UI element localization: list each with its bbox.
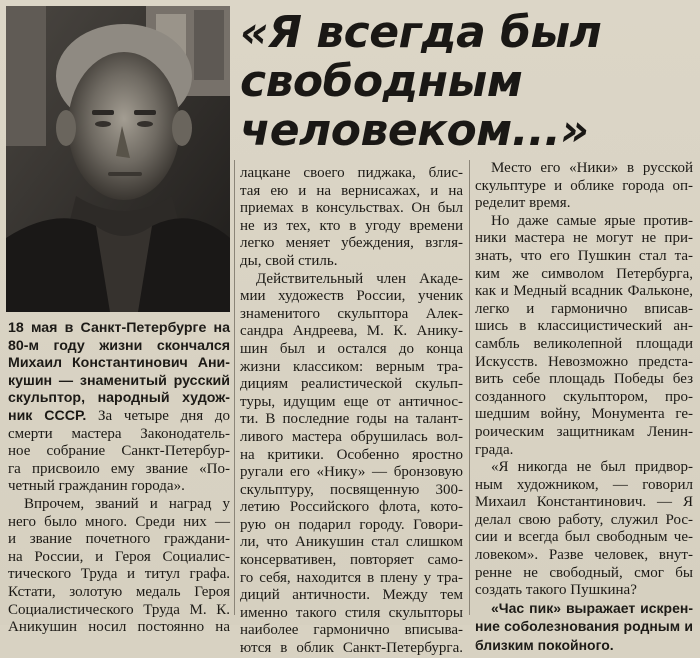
text-line <box>475 582 693 600</box>
body-text: Социалистического Труда М. К. <box>8 601 230 618</box>
body-text: «Я никогда не был придвор- <box>491 459 693 476</box>
body-text: ным художником, — говорил <box>475 476 693 493</box>
headline-line-2: свободным <box>240 56 523 107</box>
body-text: ловеком». Разве человек, внут- <box>475 547 693 564</box>
body-text: лацкане своего пиджака, блис- <box>240 165 463 181</box>
column-divider <box>469 160 470 615</box>
text-line <box>475 389 693 407</box>
body-text: рую он подарил городу. Говори- <box>240 516 463 533</box>
body-text: За четыре дня до <box>86 407 230 424</box>
text-line <box>240 464 463 482</box>
text-line <box>8 338 230 356</box>
body-text: Место его «Ники» в русской <box>491 160 693 176</box>
text-line <box>240 235 463 253</box>
body-text: Но даже самые ярые против- <box>491 212 693 229</box>
text-line <box>240 587 463 605</box>
text-line <box>240 306 463 324</box>
text-line <box>475 230 693 248</box>
text-line <box>8 390 230 408</box>
text-line <box>240 447 463 465</box>
text-line <box>240 341 463 359</box>
text-line <box>475 600 693 619</box>
body-text: летию Российского флота, кото- <box>240 499 463 516</box>
text-line <box>8 373 230 391</box>
body-text: ти. В последние годы на талант- <box>240 411 463 428</box>
body-text: на России, и Героя Социалис- <box>8 548 230 565</box>
body-text: го себя, находится в плену у тра- <box>240 569 463 586</box>
text-line <box>475 442 693 460</box>
text-line <box>240 605 463 623</box>
body-text: знать, что его Пушкин стал та- <box>475 247 693 264</box>
body-text: га присвоило ему звание «По- <box>8 460 230 477</box>
body-text: сандра Андреева, М. К. Анику- <box>240 323 463 340</box>
text-line <box>8 443 230 461</box>
body-text: шись в классицистический ан- <box>475 318 693 335</box>
text-line <box>240 394 463 412</box>
body-text: туры, идущим еще от античнос- <box>240 393 463 410</box>
article-column-2 <box>240 165 463 658</box>
text-line <box>240 429 463 447</box>
text-line <box>8 426 230 444</box>
body-text: ругали его «Нику» — бронзовую <box>240 464 463 481</box>
text-line <box>475 459 693 477</box>
body-text: консервативен, повторяет само- <box>240 552 463 569</box>
text-line <box>240 552 463 570</box>
text-line <box>475 266 693 284</box>
text-line <box>8 619 230 637</box>
text-line <box>8 584 230 602</box>
bold-text: ние соболезнования родным и <box>475 618 693 635</box>
text-line <box>8 478 230 496</box>
text-line <box>8 531 230 549</box>
text-line <box>240 165 463 183</box>
text-line <box>475 547 693 565</box>
body-text: скульптуру, посвященную 300- <box>240 481 463 498</box>
text-line <box>240 570 463 588</box>
text-line <box>475 529 693 547</box>
article-column-3 <box>475 160 693 656</box>
bold-text: скульптор, народный худож- <box>8 390 230 407</box>
text-line <box>8 566 230 584</box>
text-line <box>240 499 463 517</box>
text-line <box>8 549 230 567</box>
text-line <box>240 376 463 394</box>
body-text: смерти мастера Законодатель- <box>8 425 230 442</box>
body-text: именно такого стиля скульпторы <box>240 604 463 621</box>
body-text: Искусств. Невозможно предста- <box>475 353 693 370</box>
headline-line-3: человеком...» <box>240 105 589 156</box>
column-divider <box>234 160 235 615</box>
body-text: ды, свой стиль. <box>240 252 338 269</box>
text-line <box>475 301 693 319</box>
text-line <box>475 424 693 442</box>
body-text: Михаил Константинович. — Я <box>475 494 693 511</box>
bold-text: кушин — знаменитый русский <box>8 372 230 389</box>
body-text: и звание почетного граждани- <box>8 531 230 548</box>
body-text: града. <box>475 441 514 458</box>
text-line <box>8 461 230 479</box>
text-line <box>475 318 693 336</box>
body-text: него было много. Среди них — <box>8 513 230 530</box>
text-line <box>240 359 463 377</box>
bold-text: 80-м году жизни скончался <box>8 337 230 354</box>
body-text: четный гражданин города». <box>8 478 185 495</box>
body-text: ли, что Аникушин стал слишком <box>240 534 463 551</box>
body-text: тического Труда и титул графа. <box>8 566 230 583</box>
text-line <box>240 411 463 429</box>
text-line <box>475 213 693 231</box>
text-line <box>475 512 693 530</box>
body-text: Кстати, золотую медаль Героя <box>8 583 230 600</box>
text-line <box>475 178 693 196</box>
text-line <box>240 640 463 658</box>
text-line <box>475 637 693 656</box>
body-text: ное собрание Санкт-Петербур- <box>8 443 230 460</box>
text-line <box>8 408 230 426</box>
body-text: тая ею и на вернисажах, и на <box>240 182 463 199</box>
text-line <box>8 602 230 620</box>
body-text: диций античности. Между тем <box>240 587 463 604</box>
text-line <box>240 323 463 341</box>
body-text: сии и всегда был свободным че- <box>475 529 693 546</box>
text-line <box>475 248 693 266</box>
text-line <box>240 218 463 236</box>
text-line <box>240 622 463 640</box>
body-text: не из тех, кто в угоду времени <box>240 217 463 234</box>
headline-line-1: «Я всегда был <box>240 7 602 58</box>
text-line <box>475 494 693 512</box>
text-line <box>240 534 463 552</box>
body-text: приемах в консульствах. Он был <box>240 200 463 217</box>
body-text: жизни классиком: верным тра- <box>240 358 463 375</box>
text-line <box>475 477 693 495</box>
body-text: скульптуре и облике города оп- <box>475 177 693 194</box>
text-line <box>8 496 230 514</box>
body-text: Впрочем, званий и наград у <box>24 495 230 512</box>
article-column-1 <box>8 320 230 637</box>
body-text: наиболее гармонично вписыва- <box>240 622 463 639</box>
text-line <box>240 517 463 535</box>
body-text: Действительный член Акаде- <box>256 270 463 287</box>
body-text: ются в облик Санкт-Петербурга. <box>240 640 463 657</box>
text-line <box>240 200 463 218</box>
body-text: ким же символом Петербурга, <box>475 265 693 282</box>
body-text: самбль великолепной площади <box>475 335 693 352</box>
text-line <box>475 283 693 301</box>
text-line <box>475 406 693 424</box>
body-text: легко и гармонично вписав- <box>475 300 693 317</box>
bold-text: близким покойного. <box>475 637 614 654</box>
text-line <box>240 271 463 289</box>
text-line <box>8 320 230 338</box>
body-text: шин был и остался до конца <box>240 340 463 357</box>
body-text: мии художеств России, ученик <box>240 288 463 305</box>
body-text: шедшим войну, Монумента ге- <box>475 406 693 423</box>
text-line <box>475 565 693 583</box>
body-text: на критики. Особенно яростно <box>240 446 463 463</box>
body-text: легко меняет убеждения, взгля- <box>240 235 463 252</box>
bold-text: «Час пик» выражает искрен- <box>491 599 693 616</box>
bold-text: Михаил Константинович Ани- <box>8 355 230 372</box>
text-line <box>240 253 463 271</box>
body-text: делал свою работу, служил Рос- <box>475 511 693 528</box>
text-line <box>475 618 693 637</box>
text-line <box>475 195 693 213</box>
body-text: создать такого Пушкина? <box>475 582 637 599</box>
bold-text: 18 мая в Санкт-Петербурге на <box>8 320 230 336</box>
portrait-photo <box>6 6 230 312</box>
body-text: роическим защитникам Ленин- <box>475 423 693 440</box>
headline <box>240 8 695 155</box>
body-text: как и Медный всадник Фальконе, <box>475 283 693 300</box>
bold-text: ник СССР. <box>8 407 87 424</box>
text-line <box>240 183 463 201</box>
text-line <box>475 371 693 389</box>
text-line <box>240 288 463 306</box>
body-text: дициям реалистической скульп- <box>240 376 463 393</box>
text-line <box>475 160 693 178</box>
body-text: знаменитого скульптора Алек- <box>240 305 463 322</box>
body-text: Аникушин носил постоянно на <box>8 619 230 636</box>
body-text: ределит время. <box>475 195 571 212</box>
text-line <box>8 514 230 532</box>
body-text: ренне не свободный, смог бы <box>475 564 693 581</box>
text-line <box>8 355 230 373</box>
body-text: ливого мастера обрушилась вол- <box>240 428 463 445</box>
text-line <box>240 482 463 500</box>
body-text: созданного скульптором, про- <box>475 388 693 405</box>
text-line <box>475 354 693 372</box>
body-text: вить себе площадь Победы без <box>475 371 693 388</box>
text-line <box>475 336 693 354</box>
body-text: ники мастера не могут не при- <box>475 230 693 247</box>
